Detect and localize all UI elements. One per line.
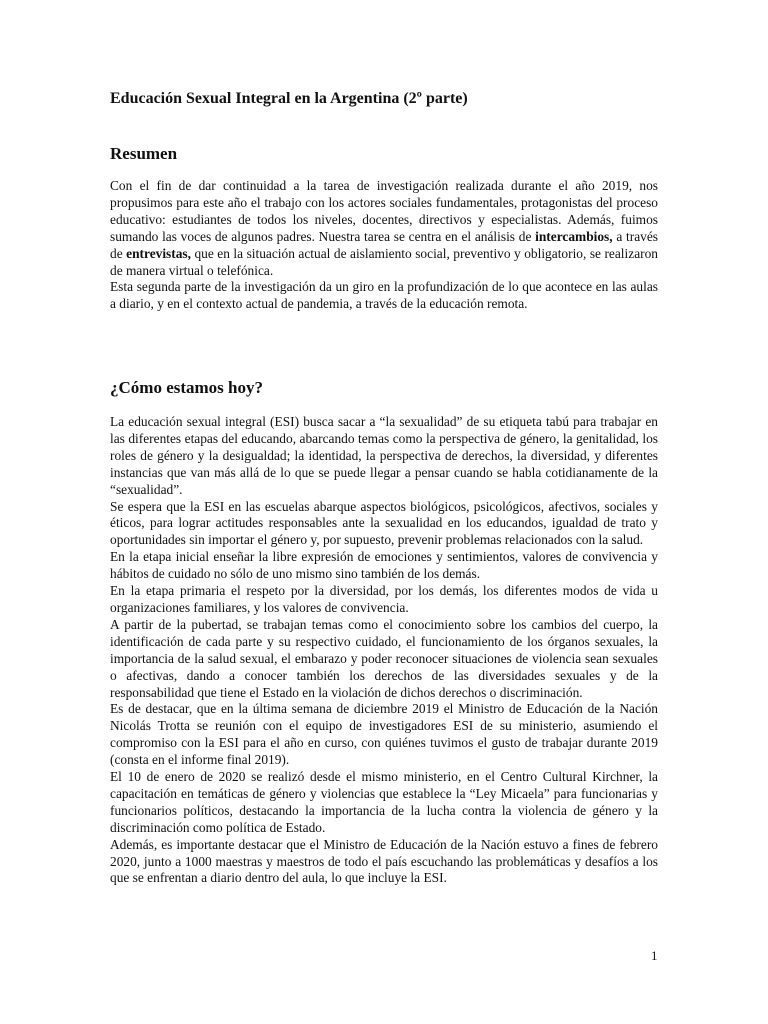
como-estamos-paragraph: Se espera que la ESI en las escuelas abarque aspectos biológicos, psicológicos, afectivos, sociales y éticos, para lograr actitudes responsables ante la sexualidad en los educandos, igualdad de trato y oportunidades sin importar el género y, por supuesto, prevenir problemas relacionados con la salud. [110,498,658,548]
como-estamos-paragraph: El 10 de enero de 2020 se realizó desde el mismo ministerio, en el Centro Cultural Kirchner, la capacitación en temáticas de género y violencias que establece la “Ley Micaela” para funcionarias y funcionarios políticos, destacando la importancia de la lucha contra la violencia de género y la discriminación como política de Estado. [110,769,658,835]
document-title: Educación Sexual Integral en la Argentina (2º parte) [110,90,468,107]
resumen-text-3: que en la situación actual de aislamiento social, preventivo y obligatorio, se realizaron de manera virtual o telefónica. [110,245,658,278]
section-heading-resumen: Resumen [110,144,178,163]
resumen-paragraph-2: Esta segunda parte de la investigación da un giro en la profundización de lo que acontece en las aulas a diario, y en el contexto actual de pandemia, a través de la educación remota. [110,279,658,312]
como-estamos-paragraph: Es de destacar, que en la última semana de diciembre 2019 el Ministro de Educación de la Nación Nicolás Trotta se reunión con el equipo de investigadores ESI de su ministerio, asumiendo el compromiso con la ESI para el año en curso, con quiénes tuvimos el gusto de trabajar durante 2019 (consta en el informe final 2019). [110,701,658,768]
resumen-text-1: Con el fin de dar continuidad a la tarea de investigación realizada durante el año 2019, nos propusimos para este año el trabajo con los actores sociales fundamentales, protagonistas del proceso educativo: estudiantes de todos los niveles, docentes, directivos y especialistas. Además, fuimos sumando las voces de algunos padres. Nuestra tarea se centra en el análisis de [110,178,658,244]
resumen-text-2: a través de [110,228,658,261]
resumen-bold-intercambios: intercambios, [535,228,613,244]
resumen-body [110,178,658,313]
page-number: 1 [651,948,658,963]
resumen-bold-entrevistas: entrevistas, [126,245,191,261]
como-estamos-body [110,414,658,887]
resumen-paragraph-1 [110,178,658,279]
section-heading-como-estamos: ¿Cómo estamos hoy? [110,378,263,397]
como-estamos-paragraph: En la etapa primaria el respeto por la diversidad, por los demás, los diferentes modos de vida u organizaciones familiares, y los valores de convivencia. [110,583,658,615]
como-estamos-paragraph: Además, es importante destacar que el Ministro de Educación de la Nación estuvo a fines de febrero 2020, junto a 1000 maestras y maestros de todo el país escuchando las problemáticas y desafíos a los que se enfrentan a diario dentro del aula, lo que incluye la ESI. [110,836,658,886]
como-estamos-paragraph: En la etapa inicial enseñar la libre expresión de emociones y sentimientos, valores de convivencia y hábitos de cuidado no sólo de uno mismo sino también de los demás. [110,549,658,582]
como-estamos-paragraph: La educación sexual integral (ESI) busca sacar a “la sexualidad” de su etiqueta tabú para trabajar en las diferentes etapas del educando, abarcando temas como la perspectiva de género, la genitalidad, los roles de género y la desigualdad; la identidad, la perspectiva de derechos, la diversidad, y diferentes instancias que van más allá de lo que se puede llegar a pensar cuando se habla cotidianamente de la “sexualidad”. [110,414,658,497]
como-estamos-paragraph: A partir de la pubertad, se trabajan temas como el conocimiento sobre los cambios del cuerpo, la identificación de cada parte y su respectivo cuidado, el funcionamiento de los órganos sexuales, la importancia de la salud sexual, el embarazo y poder reconocer situaciones de violencia sean sexuales o afectivas, dando a conocer también los derechos de las diversidades sexuales y de la responsabilidad que tiene el Estado en la violación de dichos derechos o discriminación. [110,616,658,700]
